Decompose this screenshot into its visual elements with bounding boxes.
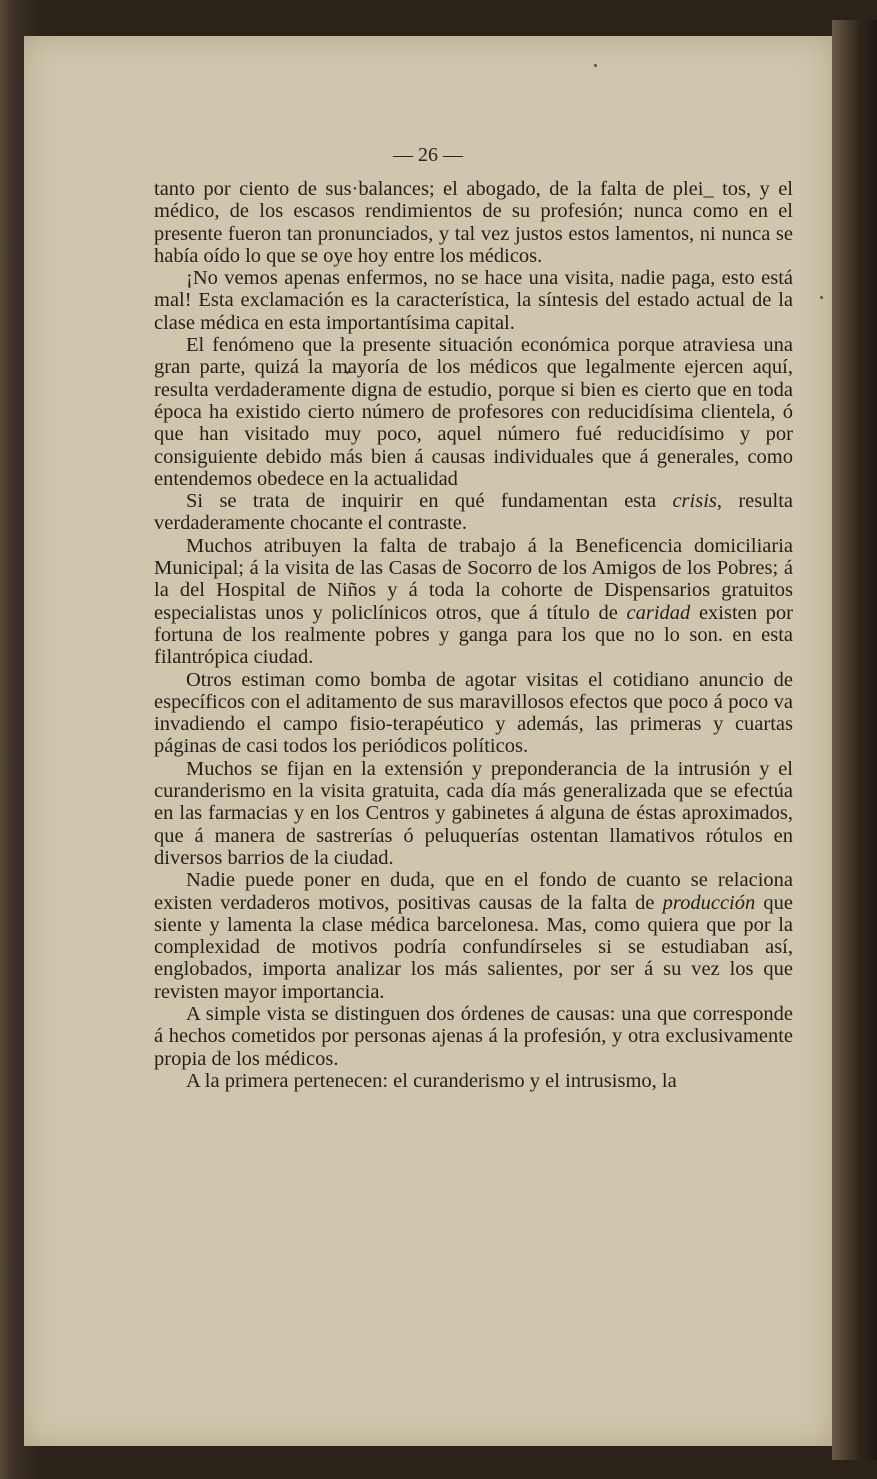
paper-speck xyxy=(820,296,823,299)
text-segment: , resulta verdaderamente chocante el contraste. xyxy=(154,490,793,535)
paragraph xyxy=(154,1003,793,1070)
text-segment: tanto por ciento de sus·balances; el abogado, de la falta de plei_ tos, y el médico, de los escasos rendimientos de su profesión; nunca como en el presente fueron tan pronunciados, y tal vez justos estos lamentos, ni nunca se había oído lo que se oye hoy entre los médicos. xyxy=(154,178,793,267)
paragraph xyxy=(154,535,793,669)
paragraph xyxy=(154,1070,793,1092)
paragraph xyxy=(154,669,793,758)
paragraph xyxy=(154,334,793,490)
text-segment: El fenómeno que la presente situación económica porque atraviesa una gran parte, quizá la mayoría de los médicos que legalmente ejercen aquí, resulta verdaderamente digna de estudio, porque si bien es cierto que en toda época ha existido cierto número de profesores con reducidísima clientela, ó que han visitado muy poco, aquel número fué reducidísimo y por consiguiente debido más bien á causas individuales que á generales, como entendemos obedece en la actualidad xyxy=(154,334,793,490)
text-segment: ¡No vemos apenas enfermos, no se hace una visita, nadie paga, esto está mal! Esta exclamación es la característica, la síntesis del estado actual de la clase médica en esta importantísima capital. xyxy=(154,267,793,334)
paragraph xyxy=(154,869,793,1003)
paragraph xyxy=(154,267,793,334)
text-segment: A la primera pertenecen: el curanderismo y el intrusismo, la xyxy=(186,1069,677,1092)
text-segment: Muchos atribuyen la falta de trabajo á la Beneficencia domiciliaria Municipal; á la visita de las Casas de Socorro de los Amigos de los Pobres; á la del Hospital de Niños y á toda la cohorte de Dispensarios gratuitos especialistas unos y policlínicos otros, que á título de xyxy=(154,534,793,624)
text-segment: que siente y lamenta la clase médica barcelonesa. Mas, como quiera que por la complexidad de motivos podría confundírseles si se estudiaban así, englobados, importa analizar los más salientes, por ser á su vez los que revisten mayor importancia. xyxy=(154,891,793,1003)
italic-term: caridad xyxy=(626,601,691,624)
page-number: — 26 — xyxy=(393,144,463,166)
book-spine-edge xyxy=(832,20,877,1460)
text-segment: Otros estiman como bomba de agotar visitas el cotidiano anuncio de específicos con el aditamento de sus maravillosos efectos que poco á poco va invadiendo el campo fisio-terapéutico y además, las primeras y cuartas páginas de casi todos los periódicos políticos. xyxy=(154,668,793,758)
paper-speck xyxy=(594,64,597,67)
italic-term: crisis xyxy=(672,490,717,513)
paragraph xyxy=(154,178,793,267)
text-segment: Muchos se fijan en la extensión y preponderancia de la intrusión y el curanderismo en la visita gratuita, cada día más generalizada que se efectúa en las farmacias y en los Centros y gabinetes á alguna de éstas aproximados, que á manera de sastrerías ó peluquerías ostentan llamativos rótulos en diversos barrios de la ciudad. xyxy=(154,757,793,869)
text-segment: Nadie puede poner en duda, que en el fondo de cuanto se relaciona existen verdaderos motivos, positivas causas de la falta de xyxy=(154,869,793,914)
text-segment: A simple vista se distinguen dos órdenes de causas: una que corresponde á hechos cometidos por personas ajenas á la profesión, y otra exclusivamente propia de los médicos. xyxy=(154,1002,793,1070)
paragraph xyxy=(154,490,793,535)
text-segment: existen por fortuna de los realmente pobres y ganga para los que no lo son. en esta filantrópica ciudad. xyxy=(154,601,793,669)
text-segment: Si se trata de inquirir en qué fundamentan esta xyxy=(186,490,673,513)
body-text xyxy=(154,178,793,1092)
paragraph xyxy=(154,758,793,869)
italic-term: producción xyxy=(662,891,756,914)
